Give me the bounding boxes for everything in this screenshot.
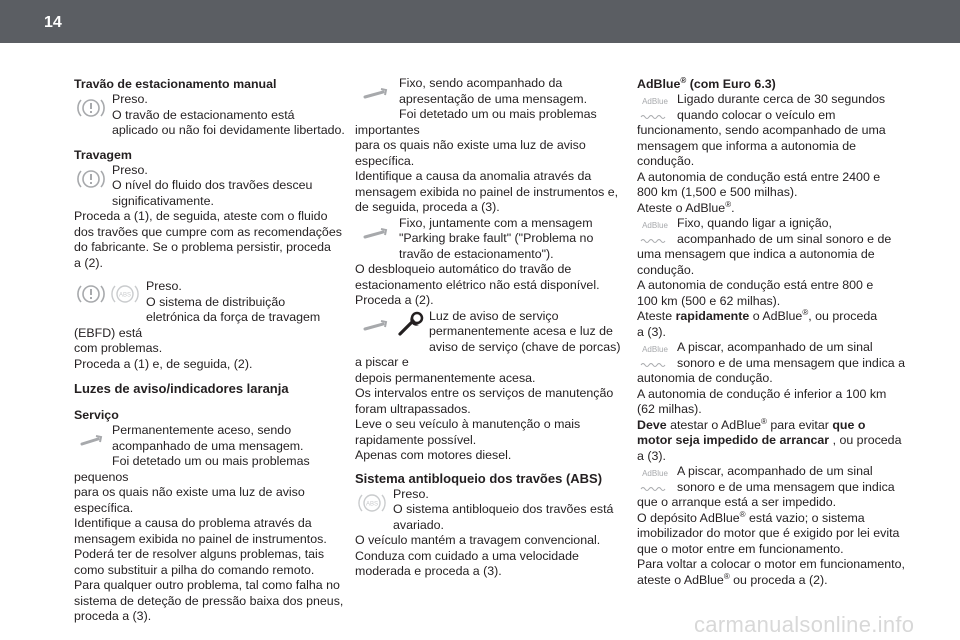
text-line: Proceda a (1), de seguida, ateste com o fluido xyxy=(74,209,328,223)
text-line: Preso. xyxy=(393,486,429,501)
text-line: Conduza com cuidado a uma velocidade xyxy=(355,548,579,563)
text-line: Identifique a causa da anomalia através da xyxy=(355,169,592,183)
text-line: que o arranque está a ser impedido. xyxy=(637,495,837,509)
text-line: a (3). xyxy=(637,448,666,463)
adblue-icon: AdBlue xyxy=(637,216,673,246)
service-wrench-icon xyxy=(74,423,108,455)
text-line: O desbloqueio automático do travão de xyxy=(355,262,572,276)
text-line: Fixo, sendo acompanhado da xyxy=(399,76,563,90)
icon-pair xyxy=(355,309,429,341)
text-line: 800 km (1,500 e 500 milhas). xyxy=(637,185,798,199)
text-line: do fabricante. Se o problema persistir, proceda xyxy=(74,240,331,254)
text-line: 100 km (500 e 62 milhas). xyxy=(637,293,781,308)
text-line: Poderá ter de resolver alguns problemas, tais xyxy=(74,547,325,561)
text-line: Para qualquer outro problema, tal como falha no xyxy=(74,578,340,592)
text-line: O sistema de distribuição xyxy=(146,294,286,309)
text-line: A piscar, acompanhado de um sinal xyxy=(677,464,873,478)
text-line: Preso. xyxy=(112,162,148,177)
text-line: sonoro e de uma mensagem que indica xyxy=(677,479,895,494)
svg-text:ABS: ABS xyxy=(365,501,379,507)
section-heading-orange-lights: Luzes de aviso/indicadores laranja xyxy=(74,381,289,396)
text-line: uma mensagem que indica a autonomia de xyxy=(637,247,875,261)
text-line: quando colocar o veículo em xyxy=(677,107,836,122)
section-title-parking-brake: Travão de estacionamento manual xyxy=(74,77,277,91)
brake-warning-icon xyxy=(74,92,108,124)
text-line: acompanhado de uma mensagem. xyxy=(112,438,304,453)
abs-icon xyxy=(108,279,142,309)
text-line: moderada e proceda a (3). xyxy=(355,564,502,578)
brake-warning-icon xyxy=(74,163,108,195)
section-title-adblue: AdBlue® (com Euro 6.3) xyxy=(637,75,776,91)
adblue-icon: AdBlue xyxy=(637,464,673,494)
text-line: Proceda a (2). xyxy=(355,293,434,307)
service-wrench-icon xyxy=(355,309,395,339)
text-line: permanentemente acesa e luz de xyxy=(429,324,613,338)
page-header-bar xyxy=(0,0,960,43)
text-line: sonoro e de uma mensagem que indica a xyxy=(677,355,905,370)
text-line: mensagem exibida no painel de instrumentos e, xyxy=(355,184,619,199)
text-line: O travão de estacionamento está xyxy=(112,107,295,122)
text-line: O sistema antibloqueio dos travões está xyxy=(393,502,614,516)
text-line: condução. xyxy=(637,154,695,168)
text-line: de seguida, proceda a (3). xyxy=(355,200,500,214)
text-line: Ateste rapidamente o AdBlue®, ou proceda xyxy=(637,307,878,323)
text-line: Apenas com motores diesel. xyxy=(355,448,512,462)
text-line: rapidamente possível. xyxy=(355,432,477,447)
text-line: eletrónica da força de travagem (EBFD) está xyxy=(74,310,321,340)
text-line: Identifique a causa do problema através da xyxy=(74,516,312,530)
text-line: depois permanentemente acesa. xyxy=(355,370,536,385)
section-title-braking: Travagem xyxy=(74,147,132,162)
text-line: Preso. xyxy=(146,279,182,293)
section-title-abs: Sistema antibloqueio dos travões (ABS) xyxy=(355,470,603,486)
adblue-icon: AdBlue xyxy=(637,92,673,122)
service-wrench-icon xyxy=(355,216,395,248)
section-title-service: Serviço xyxy=(74,408,119,422)
text-line: mensagem exibida no painel de instrumentos. xyxy=(74,531,327,546)
page-number: 14 xyxy=(44,14,62,31)
text-line: Ligado durante cerca de 30 segundos xyxy=(677,92,886,106)
text-line: como substituir a pilha do comando remoto. xyxy=(74,562,315,577)
text-line: O nível do fluido dos travões desceu xyxy=(112,178,313,192)
text-line: funcionamento, sendo acompanhado de uma xyxy=(637,123,886,137)
text-line: a (2). xyxy=(74,255,103,270)
text-line: acompanhado de um sinal sonoro e de xyxy=(677,231,892,246)
text-line: para os quais não existe uma luz de aviso xyxy=(355,138,586,152)
text-line: autonomia de condução. xyxy=(637,371,773,385)
column-left xyxy=(74,76,346,625)
text-line: condução. xyxy=(637,262,695,277)
text-line: que o motor entre em funcionamento. xyxy=(637,541,844,556)
text-line: O depósito AdBlue® está vazio; o sistema xyxy=(637,509,865,525)
text-line: Luz de aviso de serviço xyxy=(429,308,559,323)
text-line: "Parking brake fault" ("Problema no xyxy=(399,231,594,245)
icon-pair xyxy=(74,279,146,311)
text-line: proceda a (3). xyxy=(74,609,152,623)
text-line: Permanentemente aceso, sendo xyxy=(112,423,292,437)
text-line: Fixo, juntamente com a mensagem xyxy=(399,215,593,230)
text-line: a (3). xyxy=(637,324,666,339)
watermark-text: carmanualsonline.info xyxy=(694,612,915,637)
service-wrench-icon xyxy=(355,76,395,108)
text-line: Fixo, quando ligar a ignição, xyxy=(677,216,832,230)
text-line: A autonomia de condução é inferior a 100 km xyxy=(637,386,887,401)
text-line: Deve atestar o AdBlue® para evitar que o xyxy=(637,416,866,432)
text-line: travão de estacionamento"). xyxy=(399,246,554,261)
text-line: ateste o AdBlue® ou proceda a (2). xyxy=(637,571,828,587)
text-line: específica. xyxy=(355,153,415,168)
text-line: para os quais não existe uma luz de aviso xyxy=(74,485,305,499)
text-line: estacionamento elétrico não está disponível. xyxy=(355,277,600,292)
text-line: Os intervalos entre os serviços de manutenção xyxy=(355,386,614,400)
text-line: A autonomia de condução está entre 2400 e xyxy=(637,169,881,184)
wrench-icon xyxy=(395,309,425,339)
adblue-icon: AdBlue xyxy=(637,340,673,370)
text-line: sistema de deteção de pressão baixa dos pneus, xyxy=(74,593,344,608)
brake-warning-icon xyxy=(74,279,108,309)
text-line: Para voltar a colocar o motor em funcionamento, xyxy=(637,557,905,571)
text-line: apresentação de uma mensagem. xyxy=(399,91,588,106)
svg-text:ABS: ABS xyxy=(118,292,132,299)
text-line: Foi detetado um ou mais problemas pequenos xyxy=(74,454,310,484)
column-right xyxy=(637,76,909,588)
text-line: Preso. xyxy=(112,92,148,106)
text-line: A autonomia de condução está entre 800 e xyxy=(637,278,874,292)
text-line: Leve o seu veículo à manutenção o mais xyxy=(355,417,581,431)
text-line: mensagem que informa a autonomia de xyxy=(637,138,857,153)
column-middle xyxy=(355,76,625,580)
abs-icon xyxy=(355,487,389,519)
text-line: Ateste o AdBlue®. xyxy=(637,199,735,215)
text-line: aplicado ou não foi devidamente libertado. xyxy=(112,123,345,137)
text-line: Foi detetado um ou mais problemas importantes xyxy=(355,107,597,137)
text-line: motor seja impedido de arrancar , ou proceda xyxy=(637,433,902,447)
text-line: significativamente. xyxy=(112,193,214,208)
text-line: foram ultrapassados. xyxy=(355,401,471,416)
ebfd-block xyxy=(74,279,346,372)
text-line: específica. xyxy=(74,500,134,515)
text-line: avariado. xyxy=(393,517,444,532)
text-line: imobilizador do motor que é exigido por lei evita xyxy=(637,526,900,540)
text-line: O veículo mantém a travagem convencional. xyxy=(355,533,601,547)
text-line: (62 milhas). xyxy=(637,402,702,416)
text-line: A piscar, acompanhado de um sinal xyxy=(677,340,873,354)
text-line: com problemas. xyxy=(74,341,163,355)
text-line: dos travões que cumpre com as recomendações xyxy=(74,224,342,239)
text-line: aviso de serviço (chave de porcas) a piscar e xyxy=(355,339,621,369)
text-line: Proceda a (1) e, de seguida, (2). xyxy=(74,356,253,371)
